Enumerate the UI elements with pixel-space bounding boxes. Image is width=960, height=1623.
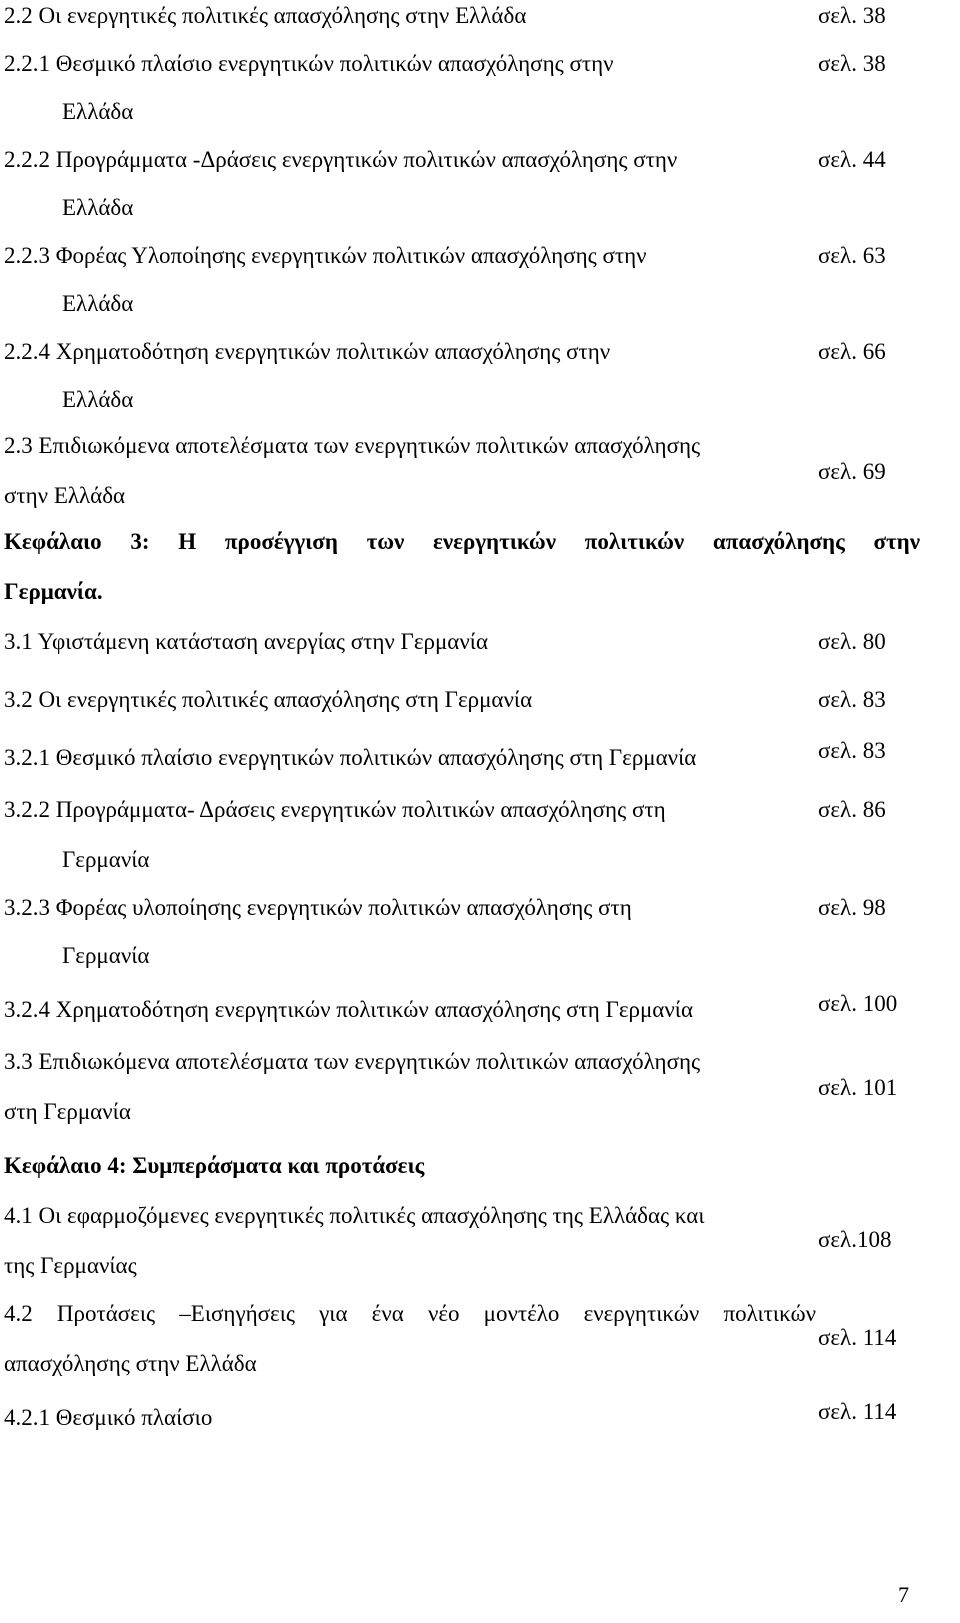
toc-entry-continuation: απασχόλησης στην Ελλάδα [4, 1351, 257, 1376]
toc-page-ref: σελ. 114 [818, 1399, 897, 1424]
toc-entry-2-2-4: 2.2.4 Χρηματοδότηση ενεργητικών πολιτικών απασχόλησης στην [4, 339, 611, 364]
toc-page-ref: σελ. 86 [818, 797, 886, 822]
toc-entry-continuation: Γερμανία [62, 847, 150, 872]
chapter-3-heading: Κεφάλαιο 3: Η προσέγγιση των ενεργητικών πολιτικών απασχόλησης στην [4, 529, 920, 554]
toc-entry-2-2-2: 2.2.2 Προγράμματα -Δράσεις ενεργητικών πολιτικών απασχόλησης στην [4, 147, 678, 172]
toc-page-ref: σελ. 83 [818, 687, 886, 712]
toc-page-ref: σελ. 38 [818, 51, 886, 76]
toc-entry-continuation: στην Ελλάδα [4, 483, 126, 508]
toc-entry-continuation: στη Γερμανία [4, 1099, 131, 1124]
toc-entry-continuation: Ελλάδα [62, 291, 134, 316]
toc-page-ref: σελ. 44 [818, 147, 886, 172]
toc-entry-continuation: Ελλάδα [62, 195, 134, 220]
toc-entry-2-2-1: 2.2.1 Θεσμικό πλαίσιο ενεργητικών πολιτικών απασχόλησης στην [4, 51, 614, 76]
toc-entry-4-2-1: 4.2.1 Θεσμικό πλαίσιο [4, 1405, 213, 1430]
toc-entry-continuation: Γερμανία [62, 943, 150, 968]
toc-page-ref: σελ. 80 [818, 629, 886, 654]
toc-entry-4-1: 4.1 Οι εφαρμοζόμενες ενεργητικές πολιτικές απασχόλησης της Ελλάδας και [4, 1203, 705, 1228]
toc-entry-2-3: 2.3 Επιδιωκόμενα αποτελέσματα των ενεργητικών πολιτικών απασχόλησης [4, 433, 701, 458]
toc-entry-3-2-1: 3.2.1 Θεσμικό πλαίσιο ενεργητικών πολιτικών απασχόλησης στη Γερμανία [4, 745, 697, 770]
page-number: 7 [898, 1582, 909, 1607]
toc-entry-3-3: 3.3 Επιδιωκόμενα αποτελέσματα των ενεργητικών πολιτικών απασχόλησης [4, 1049, 701, 1074]
toc-entry-3-2: 3.2 Οι ενεργητικές πολιτικές απασχόλησης στη Γερμανία [4, 687, 533, 712]
toc-entry-4-2: 4.2 Προτάσεις –Εισηγήσεις για ένα νέο μοντέλο ενεργητικών πολιτικών [4, 1301, 816, 1326]
toc-entry-3-2-3: 3.2.3 Φορέας υλοποίησης ενεργητικών πολιτικών απασχόλησης στη [4, 895, 632, 920]
toc-entry-2-2: 2.2 Οι ενεργητικές πολιτικές απασχόλησης στην Ελλάδα [4, 3, 527, 28]
toc-page-ref: σελ. 38 [818, 3, 886, 28]
toc-page-ref: σελ. 83 [818, 738, 886, 763]
toc-page-ref: σελ. 101 [818, 1075, 898, 1100]
toc-entry-3-1: 3.1 Υφιστάμενη κατάσταση ανεργίας στην Γερμανία [4, 629, 488, 654]
toc-entry-3-2-2: 3.2.2 Προγράμματα- Δράσεις ενεργητικών πολιτικών απασχόλησης στη [4, 797, 666, 822]
chapter-4-heading: Κεφάλαιο 4: Συμπεράσματα και προτάσεις [4, 1153, 425, 1178]
chapter-3-heading-continuation: Γερμανία. [4, 579, 103, 604]
toc-page-ref: σελ. 66 [818, 339, 886, 364]
toc-page-ref: σελ.108 [818, 1227, 892, 1252]
toc-page-ref: σελ. 98 [818, 895, 886, 920]
toc-page-ref: σελ. 114 [818, 1325, 897, 1350]
toc-entry-continuation: της Γερμανίας [4, 1253, 137, 1278]
toc-entry-3-2-4: 3.2.4 Χρηματοδότηση ενεργητικών πολιτικών απασχόλησης στη Γερμανία [4, 997, 693, 1022]
toc-entry-continuation: Ελλάδα [62, 99, 134, 124]
toc-entry-2-2-3: 2.2.3 Φορέας Υλοποίησης ενεργητικών πολιτικών απασχόλησης στην [4, 243, 647, 268]
toc-entry-continuation: Ελλάδα [62, 387, 134, 412]
toc-page-ref: σελ. 63 [818, 243, 886, 268]
toc-page-ref: σελ. 69 [818, 459, 886, 484]
toc-page-ref: σελ. 100 [818, 991, 898, 1016]
